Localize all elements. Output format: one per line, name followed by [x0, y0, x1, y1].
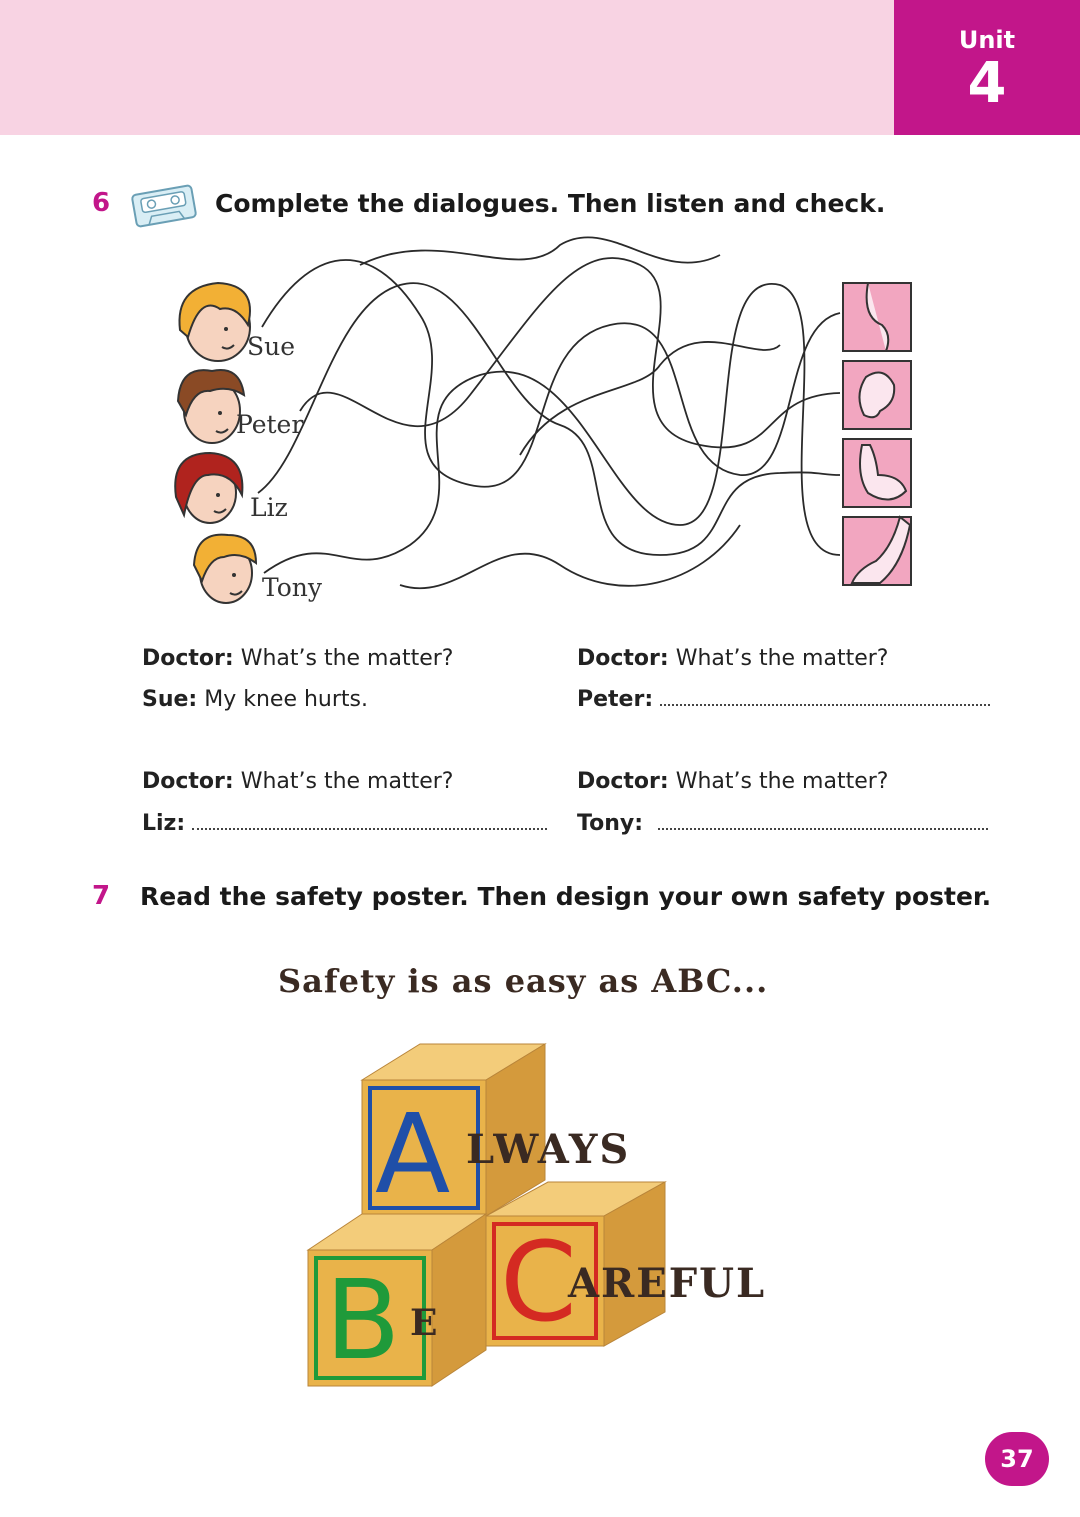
- exercise-6-number: 6: [92, 188, 111, 218]
- answer-blank-peter[interactable]: [660, 690, 990, 706]
- doctor-line: What’s the matter?: [675, 769, 889, 794]
- ear-picture: [843, 361, 911, 429]
- dialogue-1-reply: [142, 687, 368, 712]
- doctor-line: What’s the matter?: [240, 769, 454, 794]
- doctor-label: Doctor:: [142, 769, 234, 794]
- block-letter-a: A: [375, 1090, 451, 1218]
- block-letter-c: C: [500, 1218, 577, 1346]
- word-careful-rest: AREFUL: [568, 1260, 767, 1307]
- doctor-label: Doctor:: [577, 769, 669, 794]
- doctor-label: Doctor:: [142, 646, 234, 671]
- doctor-line: What’s the matter?: [675, 646, 889, 671]
- tony-face: [194, 535, 256, 603]
- exercise-6-instruction: Complete the dialogues. Then listen and check.: [215, 189, 886, 218]
- dialogue-3-doctor: [142, 769, 453, 794]
- speaker-label: Sue:: [142, 687, 198, 712]
- exercise-7-number: 7: [92, 881, 111, 911]
- dialogue-4-doctor: [577, 769, 888, 794]
- unit-tab: [894, 0, 1080, 135]
- speaker-label: Peter:: [577, 687, 654, 712]
- block-letter-b: B: [325, 1256, 401, 1384]
- reply-text: My knee hurts.: [204, 687, 368, 712]
- knee-picture: [843, 283, 911, 351]
- speaker-label: Tony:: [577, 811, 643, 836]
- poster-title: Safety is as easy as ABC...: [278, 962, 769, 1000]
- finger-picture: [843, 439, 911, 507]
- unit-number: 4: [967, 51, 1007, 116]
- unit-word: Unit: [958, 26, 1016, 54]
- doctor-label: Doctor:: [577, 646, 669, 671]
- word-always-rest: LWAYS: [466, 1126, 631, 1173]
- page-number-badge: 37: [985, 1432, 1049, 1486]
- sue-face: [179, 283, 250, 361]
- doctor-line: What’s the matter?: [240, 646, 454, 671]
- name-label-sue: Sue: [247, 332, 296, 361]
- word-be-rest: E: [410, 1302, 440, 1344]
- exercise-7-instruction: Read the safety poster. Then design your own safety poster.: [140, 882, 992, 911]
- dialogue-2-doctor: [577, 646, 888, 671]
- liz-face: [175, 453, 242, 523]
- dialogue-3-reply: [142, 811, 547, 836]
- answer-blank-tony[interactable]: [658, 814, 988, 830]
- speaker-label: Liz:: [142, 811, 186, 836]
- peter-face: [178, 370, 244, 443]
- name-label-liz: Liz: [250, 493, 288, 522]
- dialogue-1-doctor: [142, 646, 453, 671]
- dialogue-4-reply: [577, 811, 988, 836]
- arm-picture: [843, 517, 911, 585]
- header-band: [0, 0, 894, 135]
- answer-blank-liz[interactable]: [192, 814, 547, 830]
- maze-line-liz: [258, 283, 840, 555]
- name-label-peter: Peter: [236, 410, 304, 439]
- name-label-tony: Tony: [262, 573, 323, 602]
- dialogue-2-reply: [577, 687, 990, 712]
